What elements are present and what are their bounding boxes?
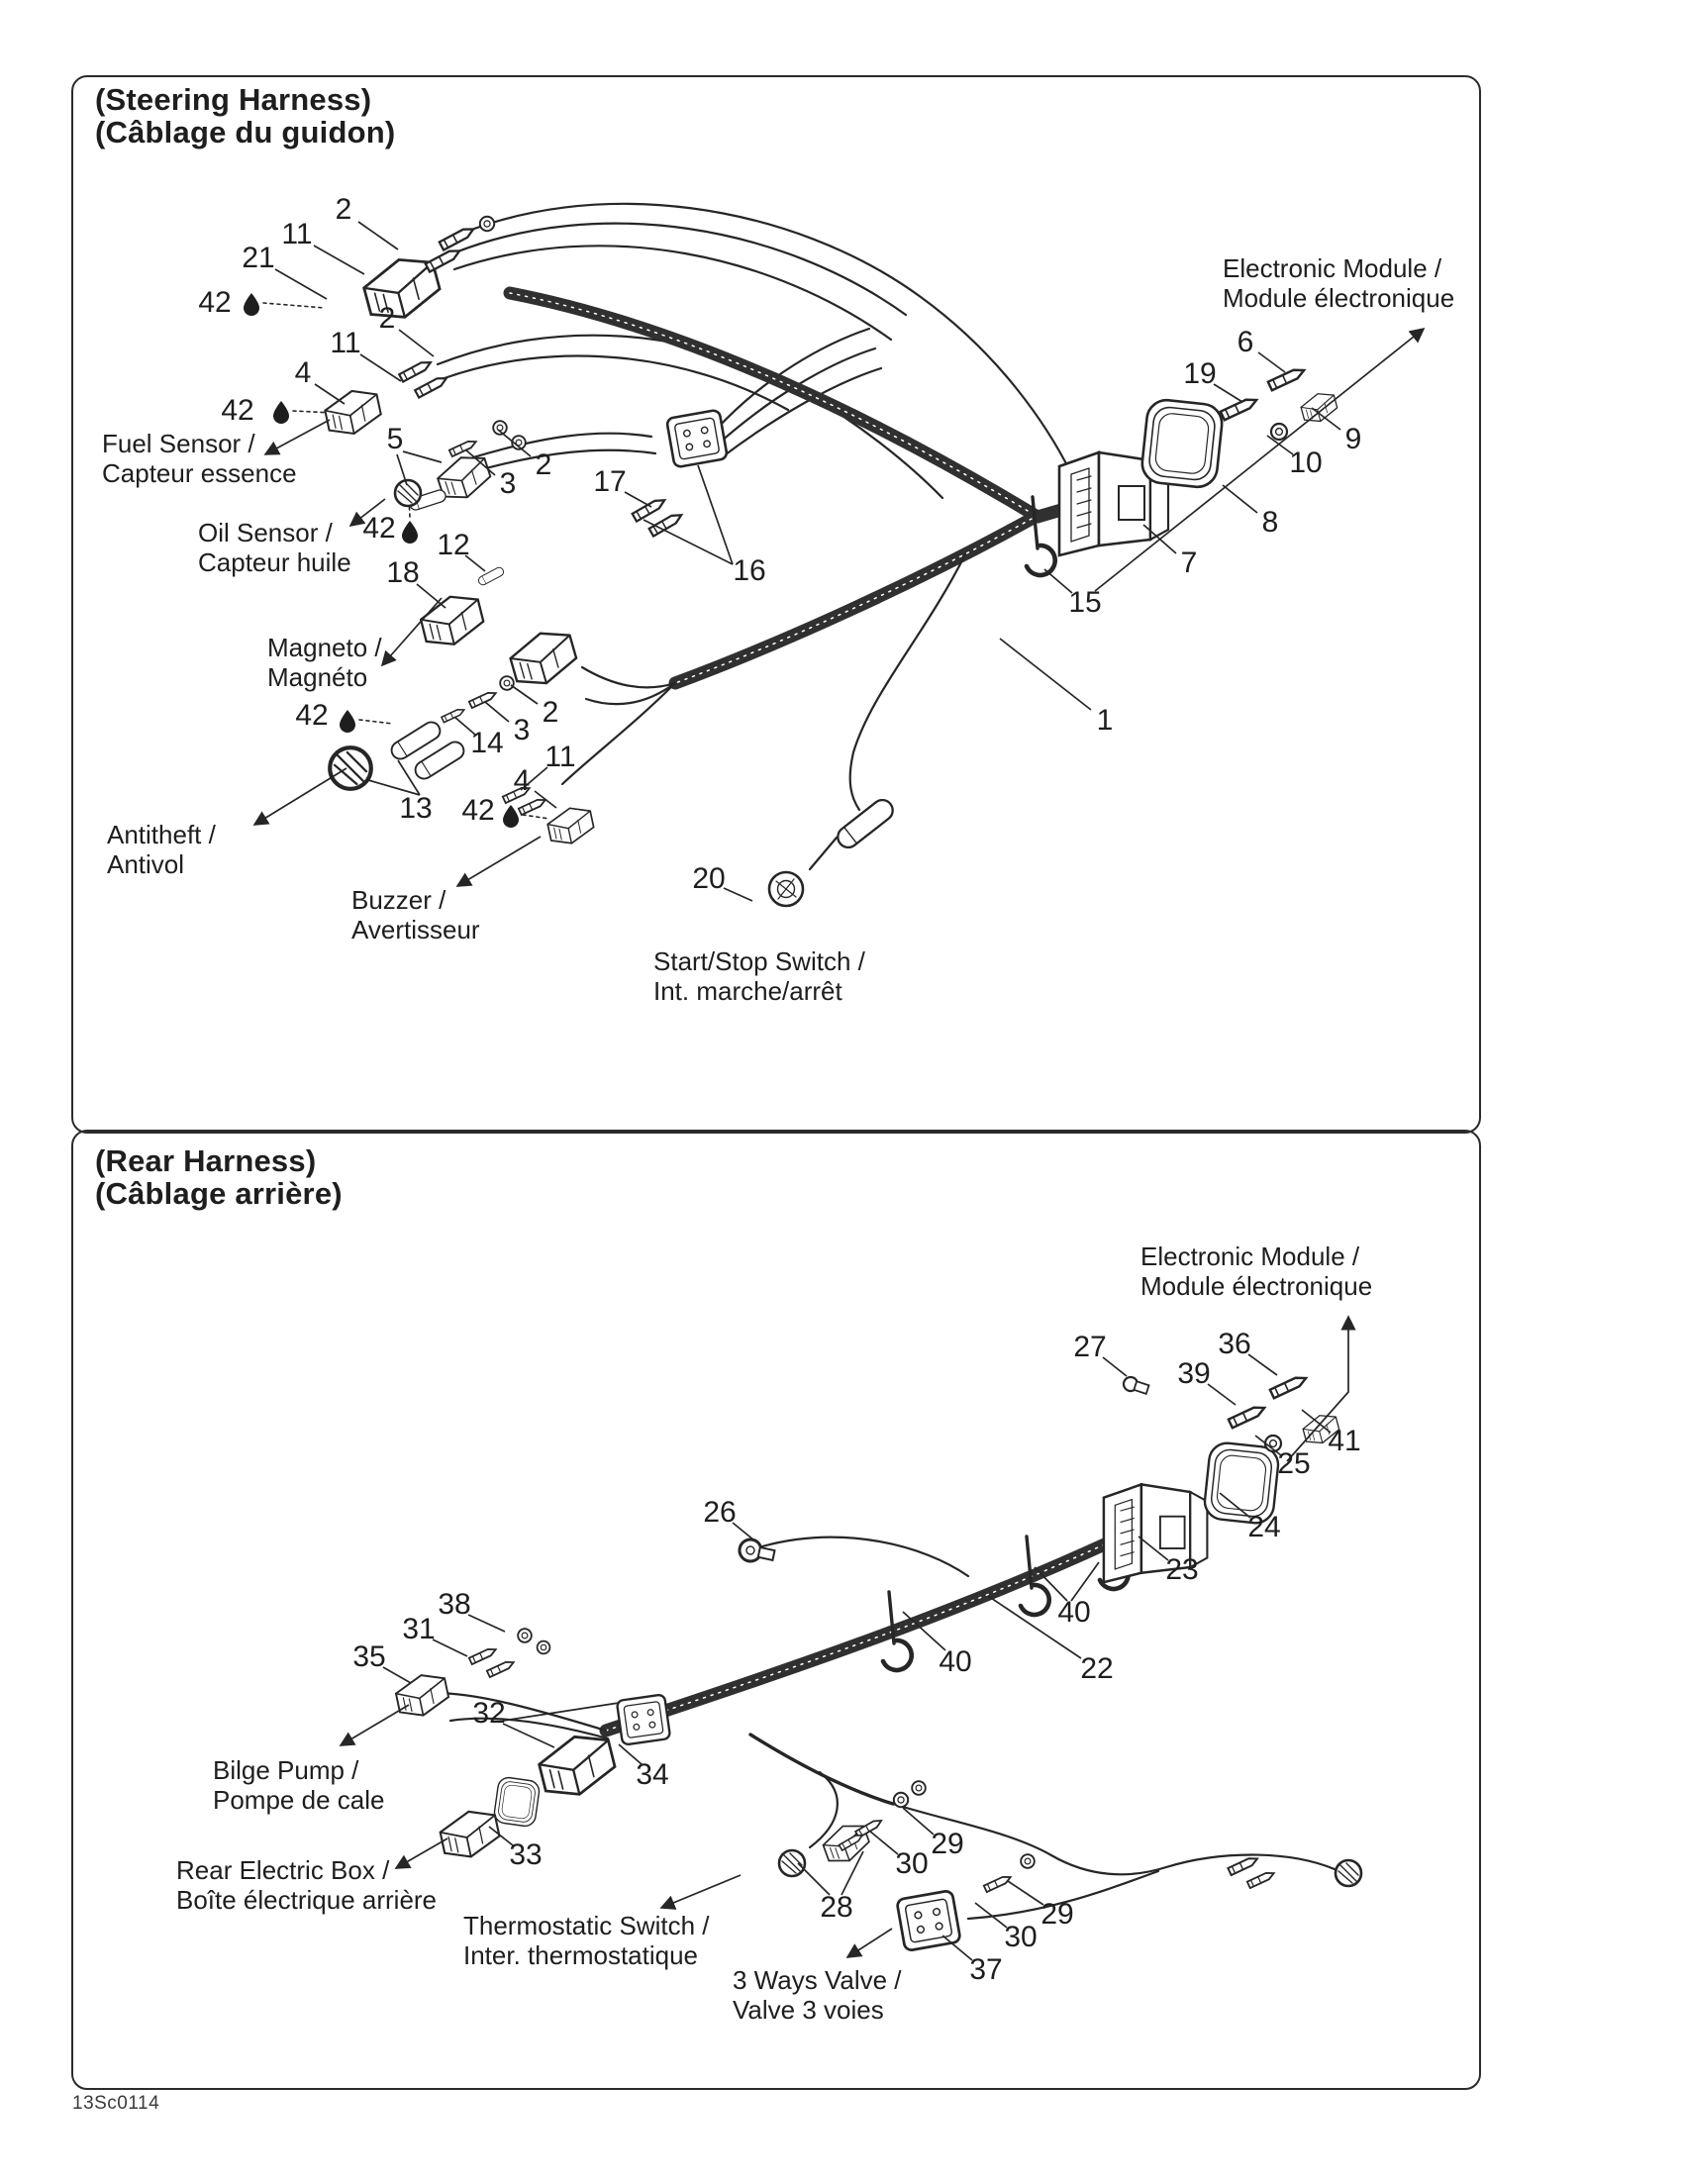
- callout-number-19: 19: [1183, 357, 1217, 390]
- leader-line: [433, 1639, 467, 1656]
- leader-line: [724, 888, 752, 901]
- component-label-line: Module électronique: [1140, 1271, 1373, 1301]
- component-label-line: 3 Ways Valve /: [733, 1965, 902, 1995]
- section-title-rear-fr: (Câblage arrière): [95, 1176, 343, 1211]
- callout-number-15: 15: [1068, 586, 1102, 619]
- callout-number-18: 18: [386, 556, 420, 589]
- component-label-line: Pompe de cale: [213, 1785, 385, 1815]
- component-label-line: Thermostatic Switch /: [463, 1911, 710, 1940]
- component-label-line: Boîte électrique arrière: [176, 1885, 438, 1915]
- callout-number-24: 24: [1247, 1511, 1281, 1543]
- leader-line: [360, 354, 401, 381]
- label-arrow: [661, 1875, 741, 1908]
- callout-number-42: 42: [461, 794, 495, 827]
- leader-line: [1214, 384, 1242, 402]
- callout-number-27: 27: [1073, 1331, 1107, 1363]
- callout-number-36: 36: [1218, 1328, 1251, 1360]
- callout-number-38: 38: [438, 1588, 471, 1621]
- label-arrow: [254, 768, 346, 825]
- callout-number-35: 35: [352, 1640, 386, 1673]
- callout-number-31: 31: [402, 1613, 436, 1645]
- callout-number-33: 33: [509, 1838, 543, 1871]
- callout-number-5: 5: [386, 423, 404, 455]
- component-label-line: Capteur huile: [198, 547, 351, 577]
- component-label-line: Fuel Sensor /: [102, 429, 255, 458]
- component-label-electronic-module-rear: [1140, 1241, 1372, 1301]
- leader-line: [383, 1667, 411, 1683]
- seal-droplet-icon: [503, 805, 519, 828]
- callout-number-26: 26: [703, 1496, 737, 1529]
- callout-number-11: 11: [330, 327, 361, 359]
- component-label-electronic-module-steering: [1223, 253, 1454, 313]
- callout-number-23: 23: [1165, 1553, 1199, 1586]
- section-title-steering-fr: (Câblage du guidon): [95, 115, 396, 149]
- callout-number-8: 8: [1261, 506, 1279, 539]
- section-title-steering-en: (Steering Harness): [95, 82, 372, 117]
- component-label-buzzer: [351, 885, 480, 944]
- callout-number-42: 42: [295, 699, 329, 732]
- document-code: 13Sc0114: [72, 2093, 160, 2114]
- callout-number-2: 2: [542, 696, 559, 729]
- component-label-rear-electric-box: [176, 1855, 437, 1915]
- callout-number-17: 17: [593, 465, 627, 498]
- callout-number-30: 30: [1004, 1921, 1038, 1953]
- callout-number-12: 12: [437, 529, 470, 561]
- component-label-line: Bilge Pump /: [213, 1755, 359, 1785]
- callout-number-4: 4: [513, 764, 531, 797]
- callout-number-42: 42: [221, 394, 254, 427]
- component-label-line: Valve 3 voies: [733, 1995, 884, 2025]
- component-label-line: Inter. thermostatique: [463, 1940, 699, 1970]
- leader-line: [1258, 352, 1285, 372]
- callout-number-29: 29: [1040, 1898, 1074, 1931]
- callout-number-4: 4: [294, 356, 312, 389]
- component-label-line: Int. marche/arrêt: [653, 976, 842, 1006]
- leader-line: [1000, 639, 1091, 710]
- callout-number-25: 25: [1277, 1447, 1311, 1480]
- component-label-line: Oil Sensor /: [198, 518, 333, 547]
- leader-line: [1248, 1354, 1277, 1375]
- callout-number-11: 11: [544, 741, 576, 773]
- label-arrow: [457, 837, 541, 886]
- seal-droplet-icon: [340, 710, 355, 733]
- callout-number-40: 40: [1057, 1596, 1091, 1629]
- component-label-line: Buzzer /: [351, 885, 446, 915]
- component-label-line: Magneto /: [267, 633, 382, 662]
- component-label-line: Electronic Module /: [1140, 1241, 1360, 1271]
- callout-number-42: 42: [362, 512, 396, 545]
- leader-line: [485, 702, 509, 722]
- callout-number-40: 40: [939, 1645, 972, 1678]
- leader-line: [625, 492, 651, 507]
- callout-number-42: 42: [198, 286, 232, 319]
- component-label-three-ways-valve: [733, 1965, 902, 2025]
- component-label-line: Electronic Module /: [1223, 253, 1442, 283]
- callout-number-2: 2: [535, 448, 552, 481]
- callout-number-2: 2: [335, 193, 352, 226]
- callout-number-2: 2: [378, 302, 396, 335]
- leader-line: [399, 330, 434, 356]
- callout-number-28: 28: [820, 1891, 853, 1924]
- callout-number-30: 30: [895, 1847, 929, 1880]
- callout-number-3: 3: [499, 467, 517, 500]
- component-label-line: Module électronique: [1223, 283, 1455, 313]
- label-arrow: [341, 1705, 409, 1745]
- callout-number-21: 21: [242, 242, 275, 274]
- callout-number-41: 41: [1328, 1425, 1361, 1457]
- leader-line: [1208, 1384, 1236, 1405]
- section-title-rear-en: (Rear Harness): [95, 1143, 317, 1178]
- callout-number-14: 14: [470, 727, 504, 759]
- component-label-line: Rear Electric Box /: [176, 1855, 390, 1885]
- component-label-fuel-sensor: [102, 429, 297, 488]
- callout-number-39: 39: [1177, 1357, 1211, 1390]
- component-label-start-stop-switch: [653, 946, 865, 1006]
- callout-number-29: 29: [931, 1828, 964, 1860]
- seal-droplet-icon: [273, 401, 289, 424]
- leader-line: [314, 246, 364, 274]
- callout-number-34: 34: [636, 1758, 669, 1791]
- callout-number-20: 20: [692, 862, 726, 895]
- label-arrow: [847, 1929, 892, 1957]
- callout-number-6: 6: [1237, 326, 1254, 358]
- callout-number-13: 13: [399, 792, 433, 825]
- leader-line: [468, 1615, 505, 1632]
- component-label-bilge-pump: [213, 1755, 384, 1815]
- callout-number-11: 11: [281, 218, 313, 250]
- leader-line: [403, 451, 442, 462]
- component-label-line: Magnéto: [267, 662, 368, 692]
- leader-line: [511, 685, 538, 704]
- component-label-line: Antivol: [107, 849, 185, 879]
- callout-number-1: 1: [1096, 704, 1114, 737]
- callout-number-10: 10: [1289, 447, 1323, 479]
- component-label-antitheft: [107, 820, 216, 879]
- leader-line: [358, 222, 398, 249]
- component-label-oil-sensor: [198, 518, 351, 577]
- callout-number-3: 3: [513, 714, 531, 746]
- leader-line: [503, 1724, 554, 1747]
- component-label-thermostatic-switch: [463, 1911, 710, 1970]
- leader-line: [1223, 485, 1257, 513]
- leader-line: [1008, 1881, 1043, 1905]
- callout-number-22: 22: [1080, 1652, 1114, 1685]
- leader-line: [417, 584, 446, 608]
- seal-droplet-icon: [244, 293, 259, 316]
- component-label-line: Avertisseur: [351, 915, 480, 944]
- callout-number-7: 7: [1180, 546, 1198, 579]
- component-label-line: Antitheft /: [107, 820, 216, 849]
- callout-number-32: 32: [472, 1697, 506, 1730]
- component-label-line: Capteur essence: [102, 458, 297, 488]
- component-label-line: Start/Stop Switch /: [653, 946, 865, 976]
- leader-line: [315, 384, 345, 404]
- callout-number-37: 37: [969, 1953, 1003, 1986]
- leader-line: [275, 269, 327, 299]
- seal-droplet-icon: [402, 521, 418, 544]
- callout-number-16: 16: [733, 554, 766, 587]
- callout-number-9: 9: [1344, 423, 1362, 455]
- component-label-magneto: [267, 633, 382, 692]
- leader-line: [869, 1831, 898, 1854]
